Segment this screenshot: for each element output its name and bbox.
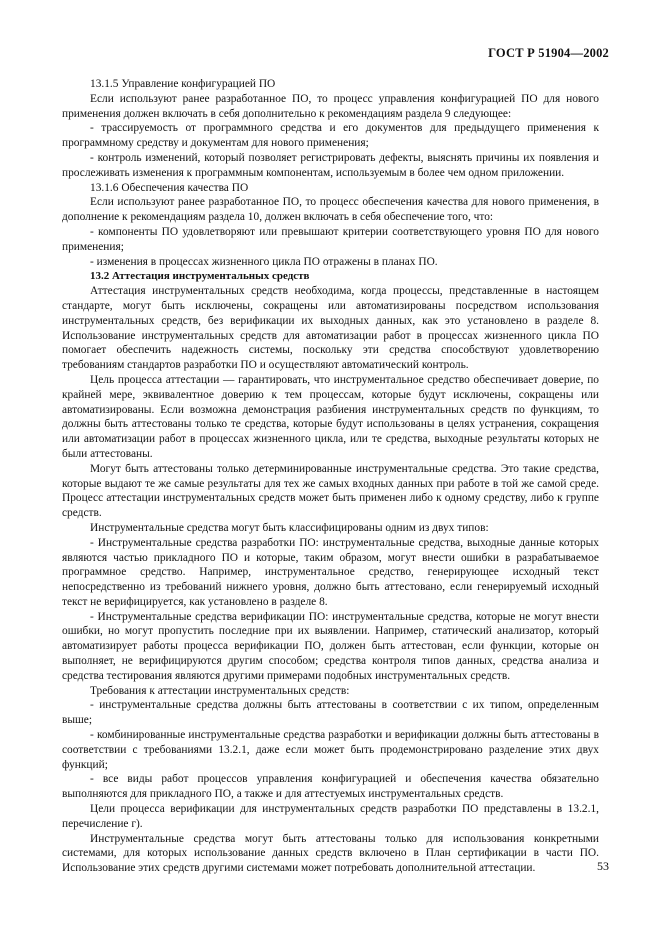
- list-item: - Инструментальные средства верификации ПО: инструментальные средства, которые не могут внести ошибки, но могут пропустить последние при их выявлении. Например, статический анализатор, который автоматизирует работы процесса верификации ПО, должен быть аттестован, если функции, которые он выполняет, не верифицируются другим способом; средства контроля типов данных, средства анализа и средства тестирования являются другими примерами подобных инструментальных средств.: [62, 610, 599, 682]
- page-number: 53: [597, 859, 609, 874]
- paragraph: Инструментальные средства могут быть классифицированы одним из двух типов:: [90, 521, 489, 534]
- paragraph: Могут быть аттестованы только детерминированные инструментальные средства. Это такие средства, которые выдают те же самые результаты для тех же самых входных данных при работе в той же самой среде. Процесс аттестации инструментальных средств может быть применен либо к одному средству, либо к группе средств.: [62, 462, 599, 520]
- section-heading-13-1-5: 13.1.5 Управление конфигурацией ПО: [90, 78, 276, 90]
- section-heading-13-1-6: 13.1.6 Обеспечения качества ПО: [90, 181, 249, 194]
- paragraph: Цели процесса верификации для инструментальных средств разработки ПО представлены в 13.2.1, перечисление г).: [62, 803, 599, 830]
- list-item: - компоненты ПО удовлетворяют или превышают критерии соответствующего уровня ПО для нового применения;: [62, 225, 599, 253]
- list-item: - изменения в процессах жизненного цикла ПО отражены в планах ПО.: [90, 255, 438, 268]
- list-item: - Инструментальные средства разработки ПО: инструментальные средства, выходные данные которых являются частью прикладного ПО и которые, таким образом, могут внести ошибки в разрабатываемое программное средство. Например, инструментальное средство, генерирующее исходный текст непосредственно из требований нижнего уровня, должно быть аттестовано, если генерируемый исходный текст не верифицируется, как установлено в разделе 8.: [62, 536, 599, 608]
- list-item: - инструментальные средства должны быть аттестованы в соответствии с их типом, определенным выше;: [62, 699, 599, 727]
- paragraph: Если используют ранее разработанное ПО, то процесс управления конфигурацией ПО для нового применения должен включать в себя дополнительно к рекомендациям раздела 9 следующее:: [62, 92, 599, 120]
- paragraph: Цель процесса аттестации — гарантировать, что инструментальное средство обеспечивает доверие, по крайней мере, эквивалентное доверию к тем процессам, которые будут исключены, сокращены или автоматизированы. Если возможна демонстрация разбиения инструментальных средств по функциям, то должны быть аттестованы только те средства, которые будут использованы в целях устранения, сокращения или автоматизации работ в процессах жизненного цикла, или те средства, выходные результаты которых не были аттестованы.: [62, 373, 599, 460]
- paragraph: Если используют ранее разработанное ПО, то процесс обеспечения качества для нового применения, в дополнение к рекомендациям раздела 10, должен включать в себя обеспечение того, что:: [62, 196, 599, 224]
- list-item: - комбинированные инструментальные средства разработки и верификации должны быть аттестованы в соответствии с требованиями 13.2.1, даже если может быть продемонстрировано разделение этих двух функций;: [62, 729, 599, 771]
- document-id-header: ГОСТ Р 51904—2002: [488, 46, 609, 60]
- list-item: - все виды работ процессов управления конфигурацией и обеспечения качества обязательно выполняются для прикладного ПО, а также и для аттестуемых инструментальных средств.: [62, 773, 599, 801]
- paragraph: Требования к аттестации инструментальных средств:: [90, 684, 350, 697]
- section-heading-13-2: 13.2 Аттестация инструментальных средств: [90, 270, 310, 283]
- paragraph: Инструментальные средства могут быть аттестованы только для использования конкретными системами, для которых использование данных средств включено в План сертификации в части ПО. Использование этих средств другими системами может потребовать дополнительной аттестации.: [62, 832, 599, 875]
- paragraph: Аттестация инструментальных средств необходима, когда процессы, представленные в настоящем стандарте, могут быть исключены, сокращены или автоматизированы посредством использования инструментальных средств, без верификации их выходных данных, как это установлено в разделе 8. Использование инструментальных средств для автоматизации работ в процессах жизненного цикла ПО помогает обеспечить надежность системы, поскольку эти средства способствуют удовлетворению требованиям стандартов разработки ПО и осуществляют автоматический контроль.: [62, 285, 599, 372]
- page-body: [62, 77, 599, 876]
- list-item: - трассируемость от программного средства и его документов для предыдущего применения к программному средству и документам для нового применения;: [62, 122, 599, 150]
- list-item: - контроль изменений, который позволяет регистрировать дефекты, выяснять причины их появления и прослеживать изменения к программным компонентам, используемым в более чем одном приложении.: [62, 151, 599, 179]
